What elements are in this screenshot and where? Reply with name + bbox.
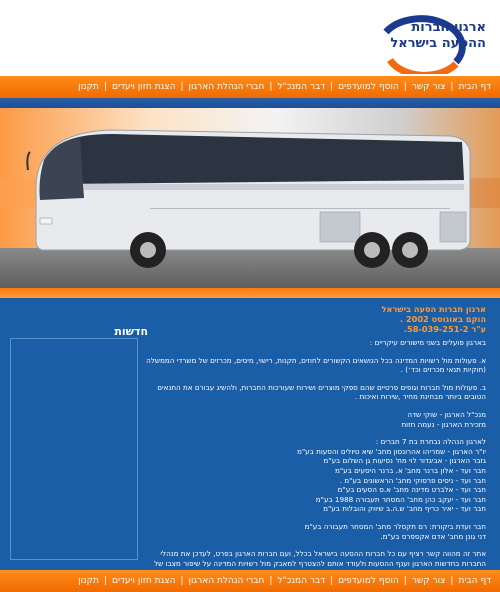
nav-separator: | [403, 576, 407, 586]
nav-ceo-word[interactable]: דבר המנכ"ל [277, 82, 326, 92]
point-b: ב. פעולות מול חברות וגופים פרטיים שהם ספקי מוצרים ושירות שעורכות החברות, ולהשיג עבורם את התנאים הטובים ביותר מבחינת מחיר ,שירות ואיכות . [157, 382, 486, 402]
nav-contact[interactable]: צור קשר [411, 82, 446, 92]
nav-bylaws[interactable]: תקנון [78, 82, 99, 92]
board-member: חבר ועד - יאיר כריף מחב' ש.ה.ב שיווק והובלות בע"מ [323, 504, 486, 514]
nav-separator: | [330, 82, 334, 92]
board-member: חבר ועד - יעקב כהן מחב' המסחר תעבורה 1988 בע"מ [315, 494, 486, 504]
nav-separator: | [403, 82, 407, 92]
news-title: חדשות [114, 325, 148, 338]
board-member: חבר ועד - אלון ברנר מחב' א. ברנר היסעים בע"מ [334, 465, 486, 475]
registration-number: ע"ר 58-039-251-2. [403, 324, 486, 334]
nav-board-members[interactable]: חברי הנהלת הארגון [188, 82, 265, 92]
nav-separator: | [180, 82, 184, 92]
nav-separator: | [103, 82, 107, 92]
orange-band [0, 288, 500, 298]
nav-bylaws[interactable]: תקנון [78, 576, 99, 586]
logo-text [356, 20, 486, 52]
bottom-nav [0, 570, 500, 592]
nav-contact[interactable]: צור קשר [411, 576, 446, 586]
ceo-line: מנכ"ל הארגון - שוקי שדה [407, 409, 486, 419]
founded-date: הוקם באוגוסט 2002 . [400, 314, 486, 324]
nav-separator: | [330, 576, 334, 586]
nav-vision[interactable]: הצגת חזון ויעדים [111, 82, 176, 92]
board-member: גזבר הארגון - אביגדור לוי מח' נסיעות גן השלום בע"מ [323, 456, 486, 466]
nav-vision[interactable]: הצגת חזון ויעדים [111, 576, 176, 586]
nav-home[interactable]: דף הבית [458, 82, 491, 92]
nav-favorites[interactable]: הוסף למועדפים [338, 82, 399, 92]
blue-band [0, 98, 500, 108]
nav-separator: | [180, 576, 184, 586]
org-name: ארגון חברות הסעה בישראל [381, 304, 486, 314]
logo-line2: ההסעה בישראל [390, 36, 486, 51]
board-member: יו"ר הארגון - שמריהו אהרונסון מחב' שיא טיולים והסעות בע"מ [296, 446, 486, 456]
point-a: א. פעולות מול רשויות המדינה בכל הנושאים הקשורים לחוזים, תקנות, רישוי, מיסים, מכרזים של משרדי הממשלה (חוקיות תנאי מכרזים וכד׳) . [146, 355, 486, 375]
board-member: חבר ועד - ניסים פרסוקי מחב' הראשונים בע"מ . [339, 475, 486, 485]
site-logo[interactable] [356, 2, 486, 74]
nav-separator: | [450, 576, 454, 586]
nav-separator: | [450, 82, 454, 92]
top-nav [0, 76, 500, 98]
nav-separator: | [103, 576, 107, 586]
bus-icon [0, 108, 500, 288]
logo-line1: ארגון חברות [411, 20, 486, 35]
nav-separator: | [269, 82, 273, 92]
board-intro: לארגון הנהלה נבחרת בת 7 חברים : [375, 437, 486, 447]
news-box[interactable] [10, 338, 138, 560]
audit-committee: חבר ועדת ביקורת: רם תקסלר מחב' המסחר תעבורה בע"מ [304, 521, 486, 531]
nav-ceo-word[interactable]: דבר המנכ"ל [277, 576, 326, 586]
nav-favorites[interactable]: הוסף למועדפים [338, 576, 399, 586]
hero-bus-image [0, 108, 500, 288]
about-text [146, 304, 486, 578]
intro-text: בארגון פועלים בשני מישורים עיקריים : [369, 338, 486, 347]
nav-board-members[interactable]: חברי הנהלת הארגון [188, 576, 265, 586]
closing-text: אתר זה מהווה קשר רציף עם כל חברות ההסעה בישראל בכלל, ועם חברות הארגון בפרט, לעדכן את מנהלי החברות בחדשות הארגון וענף ההסעות ולעודד אותם להצטרף למאבק מול רשויות המדינה על שיפור מצבו של [154, 549, 486, 568]
board-member: חבר ועד - אלברט מדינה מחב' א.ס הסעים בע"מ [337, 485, 486, 495]
secretary-line: מזכירת הארגון - נעמה חזות [401, 419, 486, 429]
nav-separator: | [269, 576, 273, 586]
nav-home[interactable]: דף הבית [458, 576, 491, 586]
audit-committee: דני גונן מחב' אדם אקספרס בע"מ. [380, 531, 486, 541]
header [0, 0, 500, 76]
